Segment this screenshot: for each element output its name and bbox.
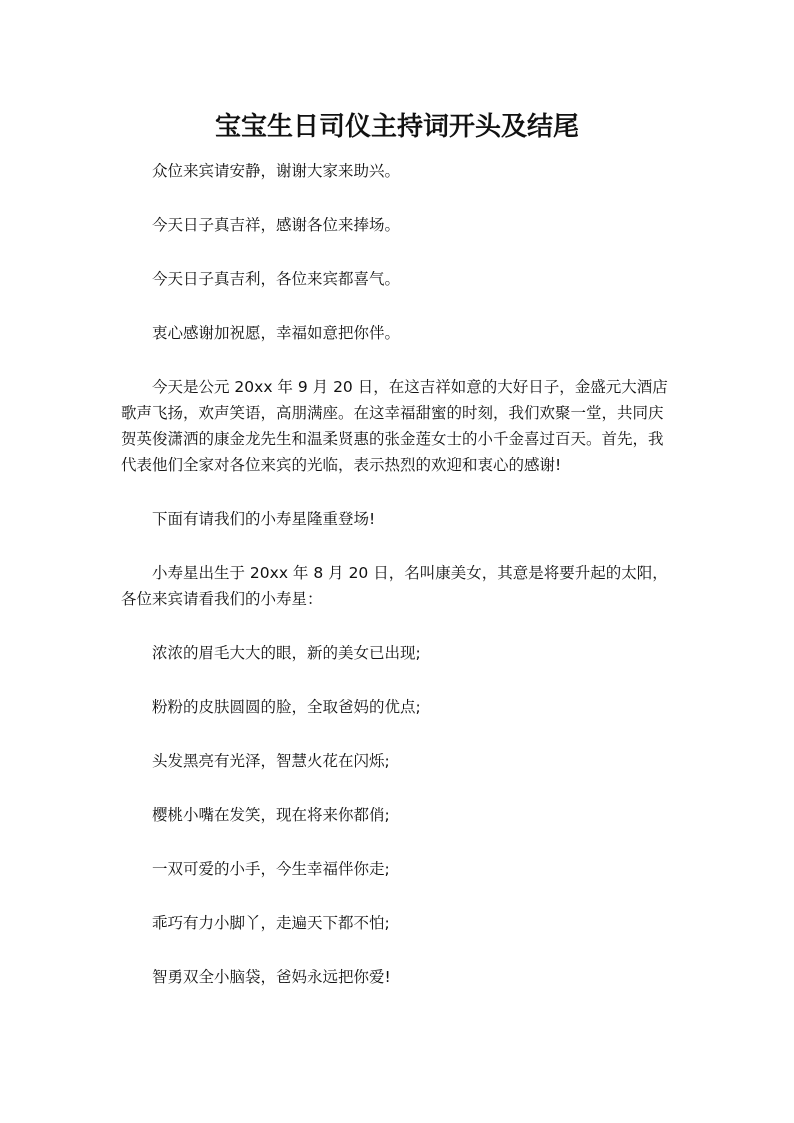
paragraph	[121, 158, 677, 184]
paragraph-line: 小寿星出生于 20xx 年 8 月 20 日，名叫康美女，其意是将要升起的太阳，	[152, 564, 668, 582]
paragraph-line: 各位来宾请看我们的小寿星：	[121, 590, 323, 608]
paragraph-line: 今天日子真吉祥，感谢各位来捧场。	[152, 216, 401, 234]
paragraph	[121, 320, 677, 346]
paragraph-line: 一双可爱的小手，今生幸福伴你走;	[152, 860, 390, 878]
paragraph	[121, 560, 677, 612]
paragraph-line: 头发黑亮有光泽，智慧火花在闪烁;	[152, 752, 390, 770]
paragraph-line: 下面有请我们的小寿星隆重登场!	[152, 510, 376, 528]
paragraph-line: 樱桃小嘴在发笑，现在将来你都俏;	[152, 806, 390, 824]
paragraph-line: 众位来宾请安静，谢谢大家来助兴。	[152, 162, 401, 180]
document-body	[121, 158, 677, 1018]
paragraph	[121, 212, 677, 238]
paragraph-line: 贺英俊潇洒的康金龙先生和温柔贤惠的张金莲女士的小千金喜过百天。首先，我	[121, 430, 664, 448]
paragraph-line: 乖巧有力小脚丫，走遍天下都不怕;	[152, 914, 390, 932]
paragraph	[121, 856, 677, 882]
document-title: 宝宝生日司仪主持词开头及结尾	[214, 112, 579, 142]
paragraph-line: 智勇双全小脑袋，爸妈永远把你爱!	[152, 968, 391, 986]
paragraph-line: 浓浓的眉毛大大的眼，新的美女已出现;	[152, 644, 421, 662]
paragraph	[121, 374, 677, 478]
paragraph	[121, 640, 677, 666]
paragraph	[121, 506, 677, 532]
paragraph	[121, 266, 677, 292]
paragraph-line: 歌声飞扬，欢声笑语，高朋满座。在这幸福甜蜜的时刻，我们欢聚一堂，共同庆	[121, 404, 664, 422]
paragraph-line: 粉粉的皮肤圆圆的脸，全取爸妈的优点;	[152, 698, 421, 716]
paragraph	[121, 910, 677, 936]
paragraph	[121, 802, 677, 828]
paragraph-line: 今天日子真吉利，各位来宾都喜气。	[152, 270, 401, 288]
paragraph	[121, 964, 677, 990]
paragraph	[121, 694, 677, 720]
paragraph-line: 今天是公元 20xx 年 9 月 20 日，在这吉祥如意的大好日子，金盛元大酒店	[152, 378, 668, 396]
paragraph-line: 代表他们全家对各位来宾的光临，表示热烈的欢迎和衷心的感谢!	[121, 456, 562, 474]
paragraph	[121, 748, 677, 774]
paragraph-line: 衷心感谢加祝愿，幸福如意把你伴。	[152, 324, 401, 342]
